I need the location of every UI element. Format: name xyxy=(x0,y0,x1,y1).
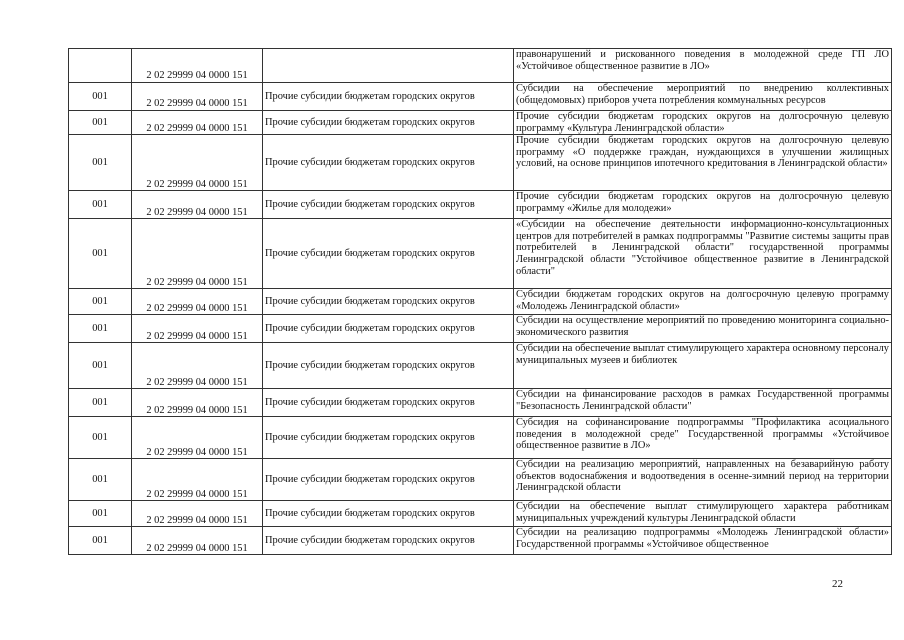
row-description-cell: Субсидия на софинансирование подпрограммы "Профилактика асоциального поведения в молодежной среде" Государственной программы «Устойчивое общественное развитие в ЛО» xyxy=(514,417,892,459)
budget-table xyxy=(68,48,892,555)
budget-table-body xyxy=(69,49,892,555)
row-description-cell: Прочие субсидии бюджетам городских округов на долгосрочную целевую программу «Культура Ленинградской области» xyxy=(514,111,892,135)
row-name-cell: Прочие субсидии бюджетам городских округов xyxy=(263,219,514,289)
row-name-cell: Прочие субсидии бюджетам городских округов xyxy=(263,111,514,135)
table-row xyxy=(69,459,892,501)
table-row xyxy=(69,219,892,289)
row-kbk-cell: 2 02 29999 04 0000 151 xyxy=(132,459,263,501)
row-code-cell: 001 xyxy=(69,343,132,389)
table-row xyxy=(69,527,892,555)
page-number: 22 xyxy=(832,578,843,590)
row-kbk-cell: 2 02 29999 04 0000 151 xyxy=(132,135,263,191)
row-description-cell: правонарушений и рискованного поведения в молодежной среде ГП ЛО «Устойчивое общественное развитие в ЛО» xyxy=(514,49,892,83)
row-kbk-cell: 2 02 29999 04 0000 151 xyxy=(132,49,263,83)
row-description-cell: «Субсидии на обеспечение деятельности информационно-консультационных центров для потребителей в рамках подпрограммы "Развитие системы защиты прав потребителей в Ленинградской области" государственной программы Ленинградской области "Устойчивое общественное развитие в Ленинградской области" xyxy=(514,219,892,289)
row-kbk-cell: 2 02 29999 04 0000 151 xyxy=(132,111,263,135)
row-code-cell: 001 xyxy=(69,459,132,501)
table-row xyxy=(69,111,892,135)
row-kbk-cell: 2 02 29999 04 0000 151 xyxy=(132,83,263,111)
row-description-cell: Субсидии на реализацию мероприятий, направленных на безаварийную работу объектов водоснабжения и водоотведения в осенне-зимний период на территории Ленинградской области xyxy=(514,459,892,501)
table-row xyxy=(69,389,892,417)
row-name-cell: Прочие субсидии бюджетам городских округов xyxy=(263,315,514,343)
row-name-cell: Прочие субсидии бюджетам городских округов xyxy=(263,343,514,389)
row-code-cell: 001 xyxy=(69,389,132,417)
row-code-cell: 001 xyxy=(69,83,132,111)
row-name-cell: Прочие субсидии бюджетам городских округов xyxy=(263,83,514,111)
row-description-cell: Субсидии на обеспечение выплат стимулирующего характера работникам муниципальных учреждений культуры Ленинградской области xyxy=(514,501,892,527)
table-row xyxy=(69,49,892,83)
row-code-cell: 001 xyxy=(69,219,132,289)
row-code-cell: 001 xyxy=(69,111,132,135)
row-description-cell: Субсидии на обеспечение выплат стимулирующего характера основному персоналу муниципальных музеев и библиотек xyxy=(514,343,892,389)
table-row xyxy=(69,501,892,527)
table-row xyxy=(69,289,892,315)
row-name-cell: Прочие субсидии бюджетам городских округов xyxy=(263,501,514,527)
row-description-cell: Прочие субсидии бюджетам городских округов на долгосрочную целевую программу «О поддержке граждан, нуждающихся в улучшении жилищных условий, на основе принципов ипотечного кредитования в Ленинградской области» xyxy=(514,135,892,191)
row-code-cell: 001 xyxy=(69,315,132,343)
row-description-cell: Субсидии на реализацию подпрограммы «Молодежь Ленинградской области» Государственной программы «Устойчивое общественное xyxy=(514,527,892,555)
row-kbk-cell: 2 02 29999 04 0000 151 xyxy=(132,417,263,459)
row-code-cell: 001 xyxy=(69,191,132,219)
row-code-cell: 001 xyxy=(69,135,132,191)
row-kbk-cell: 2 02 29999 04 0000 151 xyxy=(132,343,263,389)
row-kbk-cell: 2 02 29999 04 0000 151 xyxy=(132,527,263,555)
table-row xyxy=(69,417,892,459)
table-row xyxy=(69,191,892,219)
row-code-cell xyxy=(69,49,132,83)
row-kbk-cell: 2 02 29999 04 0000 151 xyxy=(132,389,263,417)
table-row xyxy=(69,315,892,343)
table-row xyxy=(69,343,892,389)
row-name-cell: Прочие субсидии бюджетам городских округов xyxy=(263,459,514,501)
row-name-cell: Прочие субсидии бюджетам городских округов xyxy=(263,527,514,555)
table-row xyxy=(69,83,892,111)
row-description-cell: Прочие субсидии бюджетам городских округов на долгосрочную целевую программу «Жилье для молодежи» xyxy=(514,191,892,219)
row-code-cell: 001 xyxy=(69,289,132,315)
row-name-cell: Прочие субсидии бюджетам городских округов xyxy=(263,191,514,219)
row-name-cell: Прочие субсидии бюджетам городских округов xyxy=(263,389,514,417)
row-name-cell: Прочие субсидии бюджетам городских округов xyxy=(263,135,514,191)
row-name-cell xyxy=(263,49,514,83)
table-row xyxy=(69,135,892,191)
row-kbk-cell: 2 02 29999 04 0000 151 xyxy=(132,191,263,219)
row-kbk-cell: 2 02 29999 04 0000 151 xyxy=(132,289,263,315)
row-description-cell: Субсидии на обеспечение мероприятий по внедрению коллективных (общедомовых) приборов учета потребления коммунальных ресурсов xyxy=(514,83,892,111)
row-name-cell: Прочие субсидии бюджетам городских округов xyxy=(263,289,514,315)
row-kbk-cell: 2 02 29999 04 0000 151 xyxy=(132,501,263,527)
row-code-cell: 001 xyxy=(69,501,132,527)
row-kbk-cell: 2 02 29999 04 0000 151 xyxy=(132,315,263,343)
row-kbk-cell: 2 02 29999 04 0000 151 xyxy=(132,219,263,289)
row-name-cell: Прочие субсидии бюджетам городских округов xyxy=(263,417,514,459)
row-code-cell: 001 xyxy=(69,417,132,459)
row-description-cell: Субсидии на финансирование расходов в рамках Государственной программы "Безопасность Ленинградской области" xyxy=(514,389,892,417)
row-code-cell: 001 xyxy=(69,527,132,555)
row-description-cell: Субсидии бюджетам городских округов на долгосрочную целевую программу «Молодежь Ленинградской области» xyxy=(514,289,892,315)
row-description-cell: Субсидии на осуществление мероприятий по проведению мониторинга социально-экономического развития xyxy=(514,315,892,343)
